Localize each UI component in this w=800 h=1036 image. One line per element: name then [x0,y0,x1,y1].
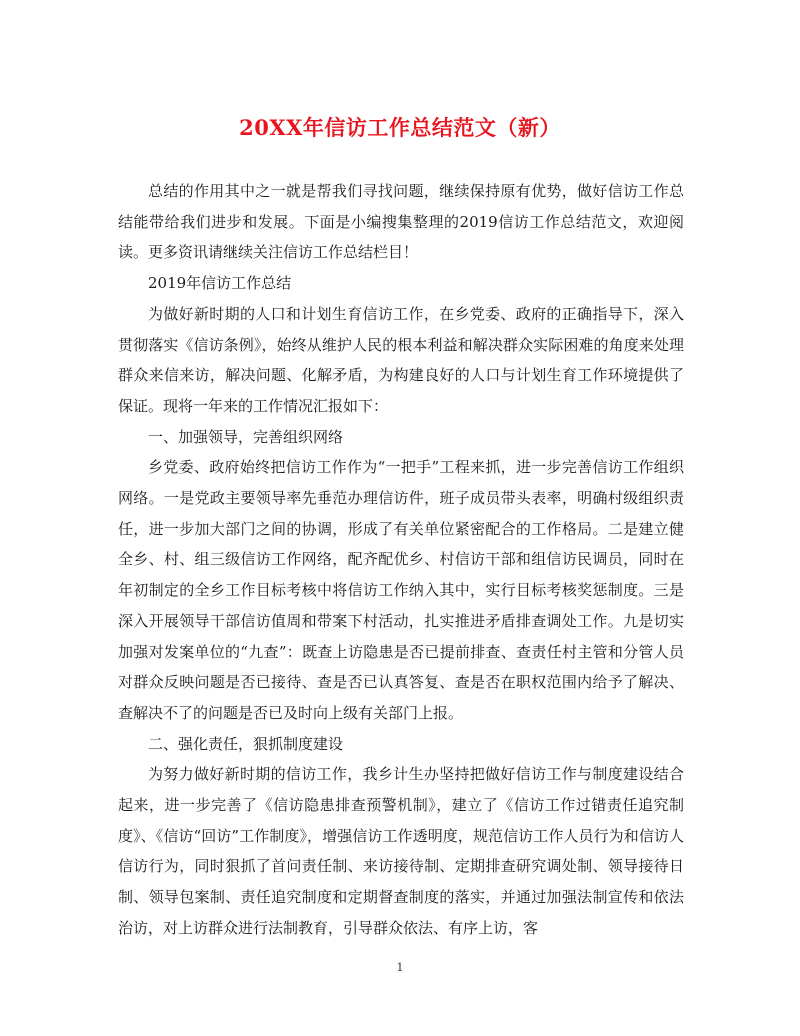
document-body [118,176,684,944]
document-title: 20XX年信访工作总结范文（新） [239,115,561,140]
overview-paragraph: 为做好新时期的人口和计划生育信访工作，在乡党委、政府的正确指导下，深入贯彻落实《信访条例》，始终从维护人民的根本利益和解决群众实际困难的角度来处理群众来信来访，解决问题、化解矛盾，为构建良好的人口与计划生育工作环境提供了保证。现将一年来的工作情况汇报如下： [118,304,684,415]
section-heading-responsibility: 二、强化责任，狠抓制度建设 [148,734,344,753]
leadership-paragraph: 乡党委、政府始终把信访工作作为“一把手”工程来抓，进一步完善信访工作组织网络。一是党政主要领导率先垂范办理信访件，班子成员带头表率，明确村级组织责任，进一步加大部门之间的协调，形成了有关单位紧密配合的工作格局。二是建立健全乡、村、组三级信访工作网络，配齐配优乡、村信访干部和组信访民调员，同时在年初制定的全乡工作目标考核中将信访工作纳入其中，实行目标考核奖惩制度。三是深入开展领导干部信访值周和带案下村活动，扎实推进矛盾排查调处工作。九是切实加强对发案单位的“九查”：既查上访隐患是否已提前排查、查责任村主管和分管人员对群众反映问题是否已接待、查是否已认真答复、查是否在职权范围内给予了解决、查解决不了的问题是否已及时向上级有关部门上报。 [118,458,684,722]
section-heading-leadership: 一、加强领导，完善组织网络 [148,427,344,446]
page-number: 1 [396,961,404,974]
section-heading-summary: 2019年信访工作总结 [148,274,292,293]
responsibility-paragraph: 为努力做好新时期的信访工作，我乡计生办坚持把做好信访工作与制度建设结合起来，进一步完善了《信访隐患排查预警机制》，建立了《信访工作过错责任追究制度》、《信访“回访”工作制度》，增强信访工作透明度，规范信访工作人员行为和信访人信访行为，同时狠抓了首问责任制、来访接待制、定期排查研究调处制、领导接待日制、领导包案制、责任追究制度和定期督查制度的落实，并通过加强法制宣传和依法治访，对上访群众进行法制教育，引导群众依法、有序上访，客 [118,765,684,937]
intro-paragraph: 总结的作用其中之一就是帮我们寻找问题，继续保持原有优势，做好信访工作总结能带给我们进步和发展。下面是小编搜集整理的2019信访工作总结范文，欢迎阅读。更多资讯请继续关注信访工作总结栏目！ [118,182,684,262]
